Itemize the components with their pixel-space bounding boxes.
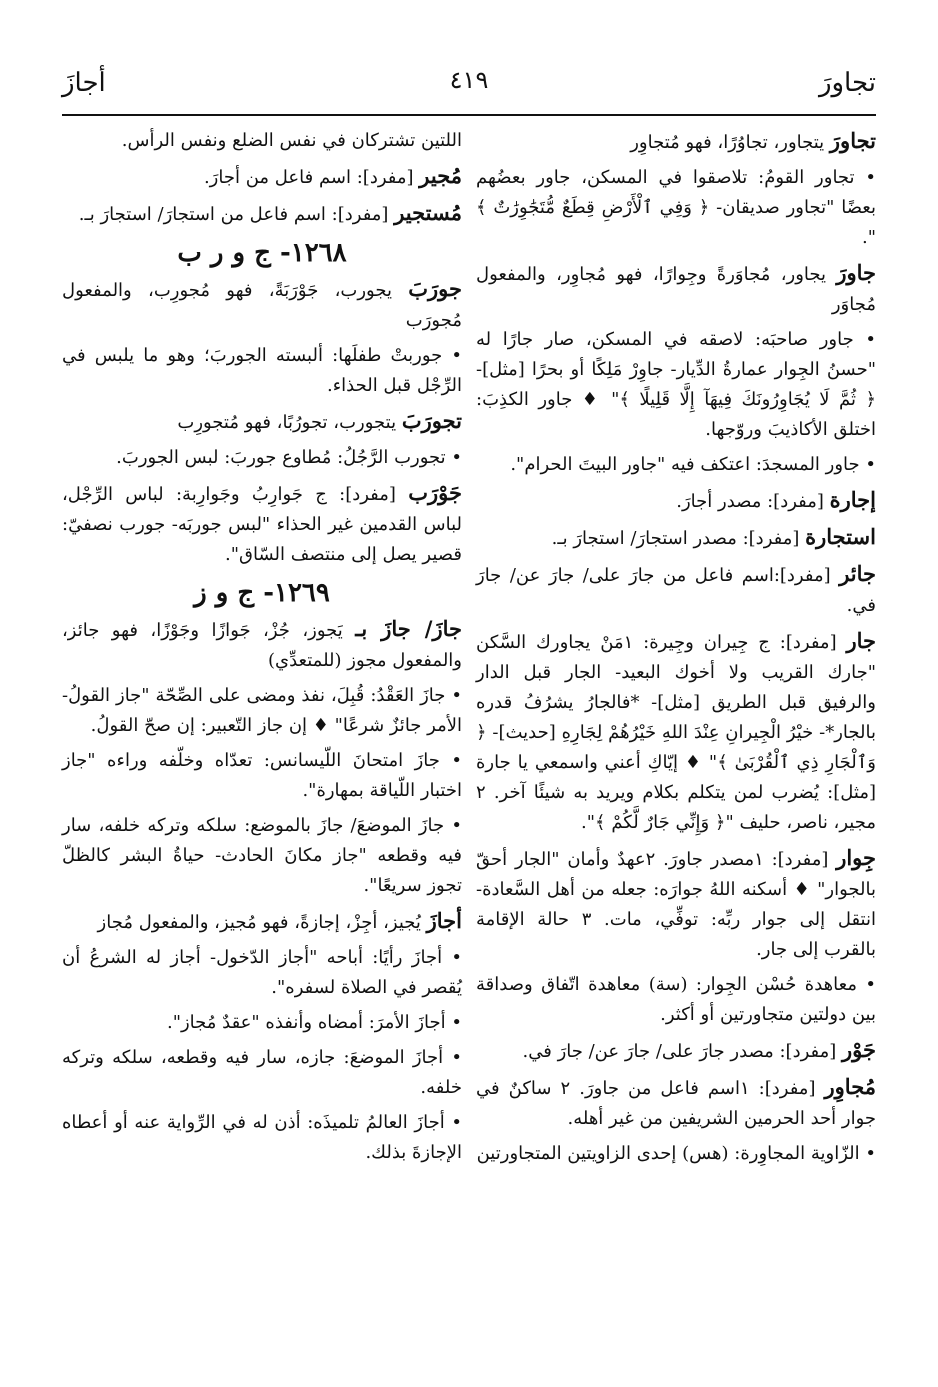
entry-text: يُجيز، أجِزْ، إجازةً، فهو مُجيز، والمفعول مُجاز (97, 912, 427, 933)
entry-text: جاور صاحبَه: لاصقه في المسكن، صار جارًا له "حسنُ الجِوار عمارةُ الدِّيار- جاوِرْ مَلِكًا أو بحرًا [مثل]- ﴿ ثُمَّ لَا يُجَاوِرُونَكَ فِيهَآ إِلَّا قَلِيلًا ﴾" ♦ جاور الكذِبَ: اختلق الأكاذيبَ وروّجها. (476, 329, 876, 440)
entry-text: يتجورب، تجورُبًا، فهو مُتجورِب (177, 412, 402, 433)
dictionary-entry (476, 450, 876, 480)
entry-text: تجاور القومُ: تلاصقوا في المسكن، جاور بعضُهم بعضًا "تجاور صديقان- ﴿ وَفِي ٱلْأَرْضِ قِطَعٌ مُّتَجَٰوِرَٰتٌ ﴾ ". (476, 167, 876, 248)
entry-text: جوربتْ طفلَها: ألبسته الجوربَ؛ وهو ما يلبس في الرِّجْل قبل الحذاء. (62, 345, 462, 396)
entry-text: اللتين تشتركان في نفس الضلع ونفس الرأس. (121, 130, 462, 151)
entry-text: معاهدة حُسْن الجِوار: (سة) معاهدة اتّفاق وصداقة بين دولتين متجاورتين أو أكثر. (476, 974, 876, 1025)
dictionary-entry (62, 943, 462, 1003)
entry-text: تجورب الرَّجُلُ: مُطاوع جوربَ: لبس الجوربَ. (116, 447, 446, 468)
dictionary-entry (476, 325, 876, 445)
dictionary-entry (62, 443, 462, 473)
root-section-heading: ١٢٦٩- ج و ز (194, 578, 330, 608)
dictionary-entry (476, 258, 876, 320)
entry-text: يجاور، مُجاوَرةً وجِوارًا، فهو مُجاوِر، والمفعول مُجاوَر (476, 264, 876, 315)
dictionary-entry (62, 274, 462, 336)
header-guide-word-right: تجاورَ (818, 68, 876, 98)
entry-text: جازَ الموضعَ/ جازَ بالموضع: سلكه وتركه خلفه، سار فيه وقطعه "جاز مكانَ الحادث- حياةُ البشر كالظلّ تجوز سريعًا". (62, 815, 462, 896)
entry-text: جازَ العَقْدُ: قُبِلَ، نفذ ومضى على الصِّحّة "جاز القولُ- الأمر جائزٌ شرعًا" ♦ إن جاز التّعبير: إن صحّ القولُ. (62, 685, 462, 736)
dictionary-entry (476, 126, 876, 158)
entry-text: [مفرد]: ١اسم فاعل من جاورَ. ٢ ساكنٌ في جوار أحد الحرمين الشريفين من غير أهله. (476, 1078, 876, 1129)
page-number: ٤١٩ (449, 66, 489, 94)
dictionary-entry (62, 406, 462, 438)
entry-text: أجازَ الموضعَ: جازه، سار فيه وقطعه، سلكه وتركه خلفه. (62, 1047, 462, 1098)
entry-headword: استجارة (805, 524, 876, 549)
entry-text: [مفرد]: ١مصدر جاورَ. ٢عهدٌ وأمان "الجار أحقّ بالجوار" ♦ أسكنه اللهُ جوارَه: جعله من أهل السَّعادة- انتقل إلى جوار ربِّه: توفِّي، مات. ٣ حالة الإقامة بالقرب إلى جار. (476, 849, 876, 960)
entry-headword: جازَ/ جازَ بـ (355, 616, 462, 641)
entry-headword: إجارة (829, 487, 876, 512)
entry-headword: جَوْرَب (408, 480, 462, 505)
entry-text: [مفرد]: اسم فاعل من أجارَ. (203, 167, 420, 188)
dictionary-entry (476, 1035, 876, 1067)
dictionary-entry (62, 1008, 462, 1038)
entry-text: يَجوز، جُزْ، جَوازًا وجَوْزًا، فهو جائز، والمفعول مجوز (للمتعدِّي) (62, 620, 462, 671)
entry-text: [مفرد]: مصدر استجارَ/ استجارَ بـ. (551, 528, 806, 549)
root-section-heading: ١٢٦٨- ج و ر ب (177, 238, 347, 268)
page-header (62, 68, 876, 112)
entry-headword: جَوْر (842, 1037, 876, 1062)
dictionary-entry (62, 341, 462, 401)
entry-text: أجازَ الأمرَ: أمضاه وأنفذه "عقدٌ مُجاز". (166, 1012, 446, 1033)
entry-headword: مُستجير (394, 200, 462, 225)
dictionary-entry (476, 163, 876, 253)
entry-text: جازَ امتحانَ اللّيسانس: تعدّاه وخلّفه وراءه "جاز اختبار اللّياقة بمهارة". (62, 750, 462, 801)
entry-text: [مفرد]: مصدر جارَ على/ جارَ عن/ جارَ في. (522, 1041, 843, 1062)
entry-headword: تجاورَ (829, 128, 876, 153)
entry-text: [مفرد]: مصدر أجارَ. (676, 491, 830, 512)
dictionary-entry (476, 485, 876, 517)
entry-headword: تجورَبَ (401, 408, 462, 433)
entry-text: جاور المسجدَ: اعتكف فيه "جاور البيتَ الحرام". (510, 454, 860, 475)
dictionary-entry (62, 811, 462, 901)
dictionary-entry (62, 746, 462, 806)
entry-text: [مفرد]: اسم فاعل من استجارَ/ استجارَ بـ. (78, 204, 395, 225)
dictionary-entry (476, 522, 876, 554)
entry-headword: جاورَ (836, 260, 876, 285)
entry-text: أجازَ العالمُ تلميذَه: أذن له في الرِّواية عنه أو أعطاه الإجازةَ بذلك. (62, 1112, 462, 1163)
dictionary-entry (62, 161, 462, 193)
dictionary-entry (62, 681, 462, 741)
entry-text: يتجاور، تجاوُرًا، فهو مُتجاوِر (630, 132, 830, 153)
left-column (62, 126, 462, 1173)
dictionary-entry (62, 126, 462, 156)
dictionary-entry (476, 843, 876, 965)
entry-text: أجازَ رأيًا: أباحه "أجاز الدّخول- أجاز له الشرعُ أن يُقصر في الصلاة لسفره". (62, 947, 462, 998)
entry-headword: أجازَ (426, 908, 462, 933)
entry-text: [مفرد]:اسم فاعل من جارَ على/ جارَ عن/ جارَ في. (476, 565, 876, 616)
entry-text: [مفرد]: ج جَوارِبُ وجَوارِبة: لباس الرِّجْل، لباس القدمين غير الحذاء "لبس جوربَه- جورب نصفيّ: قصير يصل إلى منتصف السّاق". (62, 484, 462, 565)
dictionary-entry (476, 1072, 876, 1134)
entry-text: [مفرد]: ج جِيران وجِيرة: ١مَنْ يجاورك السَّكن "جارك القريب ولا أخوك البعيد- الجار قبل الدار والرفيق قبل الطريق [مثل]- *فالجارُ يشرُفُ قدره بالجار*- خيْرُ الْجِيرانِ عِنْدَ اللهِ خَيْرُهُمْ لِجَارِهِ [حديث]- ﴿ وَٱلْجَارِ ذِي ٱلْقُرْبَىٰ ﴾" ♦ إيّاكِ أعني واسمعي يا جارة [مثل]: يُضرب لمن يتكلم بكلام ويريد به شيئًا آخر. ٢ مجير، ناصر، حليف "﴿ وَإِنِّي جَارٌ لَّكُمْ ﴾". (476, 632, 876, 833)
dictionary-entry (476, 559, 876, 621)
entry-text: الزّاوية المجاوِرة: (هس) إحدى الزاويتين المتجاورتين (476, 1143, 860, 1164)
dictionary-entry (62, 614, 462, 676)
entry-headword: مُجير (419, 163, 462, 188)
dictionary-entry (62, 1108, 462, 1168)
dictionary-entry (62, 1043, 462, 1103)
entry-headword: جورَبَ (408, 276, 462, 301)
dictionary-entry (476, 1139, 876, 1169)
dictionary-entry (62, 478, 462, 570)
entry-headword: جائر (839, 561, 876, 586)
entry-headword: مُجاوِر (824, 1074, 877, 1099)
header-guide-word-left: أجازَ (62, 68, 106, 98)
entry-headword: جار (846, 628, 877, 653)
header-rule (62, 114, 876, 116)
right-column (476, 126, 876, 1174)
dictionary-entry (476, 626, 876, 838)
entry-text: يجورب، جَوْرَبَةً، فهو مُجورِب، والمفعول مُجورَب (62, 280, 462, 331)
entry-headword: جِوار (836, 845, 877, 870)
dictionary-entry (476, 970, 876, 1030)
dictionary-entry (62, 906, 462, 938)
dictionary-entry (62, 198, 462, 230)
